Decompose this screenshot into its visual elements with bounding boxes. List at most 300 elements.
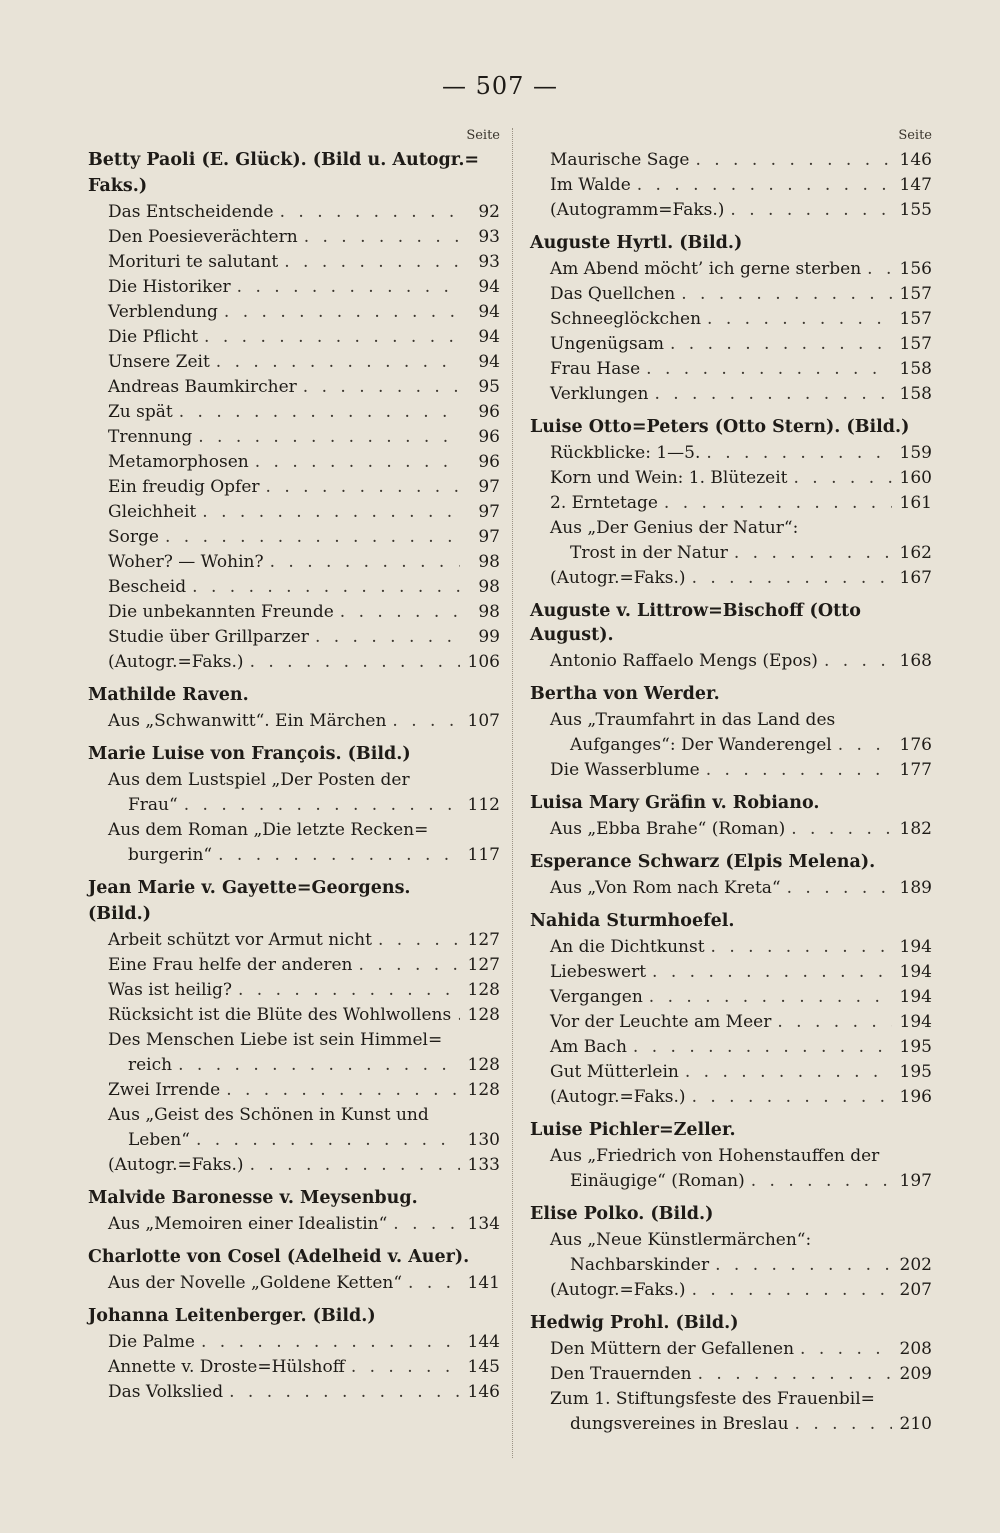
dot-leader: [681, 282, 892, 307]
dot-leader: [685, 1060, 892, 1085]
toc-entry: [530, 357, 932, 382]
dot-leader: [359, 953, 460, 978]
dot-leader: [218, 843, 460, 868]
toc-entry-title: (Autogr.=Faks.): [550, 1087, 686, 1107]
toc-entry-page: 128: [467, 1005, 500, 1025]
toc-entry: [88, 400, 500, 425]
toc-entry-title: Die Pflicht: [108, 327, 199, 347]
dot-leader: [652, 960, 892, 985]
toc-entry: [530, 1010, 932, 1035]
toc-entry: [88, 793, 500, 818]
toc-entry-title: Im Walde: [550, 175, 631, 195]
dot-leader: [192, 575, 460, 600]
toc-entry-line: Aus „Geist des Schönen in Kunst und: [108, 1105, 429, 1125]
toc-entry: [88, 953, 500, 978]
toc-entry: [88, 928, 500, 953]
toc-entry: [88, 250, 500, 275]
toc-entry-page: 158: [899, 359, 932, 379]
author-heading: Esperance Schwarz (Elpis Melena).: [530, 852, 876, 872]
toc-entry-title: Verblendung: [108, 302, 218, 322]
toc-entry-page: 107: [467, 711, 500, 731]
toc-entry-title: Was ist heilig?: [108, 980, 232, 1000]
toc-entry: [88, 1128, 500, 1153]
dot-leader: [695, 148, 892, 173]
toc-entry-line: Aus „Traumfahrt in das Land des: [550, 710, 836, 730]
toc-entry-title: Die Historiker: [108, 277, 231, 297]
toc-entry: [530, 758, 932, 783]
toc-entry: [88, 500, 500, 525]
toc-entry-title: Andreas Baumkircher: [108, 377, 297, 397]
toc-entry: [530, 307, 932, 332]
toc-entry-title: reich: [128, 1055, 173, 1075]
toc-entry: [88, 600, 500, 625]
toc-entry-page: 194: [899, 962, 932, 982]
dot-leader: [224, 300, 460, 325]
toc-entry: [530, 1362, 932, 1387]
toc-entry: [530, 148, 932, 173]
toc-entry-page: 112: [467, 795, 500, 815]
toc-entry-title: Aus „Schwanwitt“. Ein Märchen: [108, 711, 387, 731]
author-heading: Luisa Mary Gräfin v. Robiano.: [530, 793, 820, 813]
toc-entry-title: Schneeglöckchen: [550, 309, 702, 329]
toc-entry-page: 98: [478, 577, 500, 597]
toc-entry-page: 161: [899, 493, 932, 513]
toc-entry-title: Metamorphosen: [108, 452, 249, 472]
dot-leader: [378, 928, 460, 953]
toc-entry: [88, 1271, 500, 1296]
toc-entry-title: (Autogr.=Faks.): [108, 1155, 244, 1175]
toc-entry-title: Die Palme: [108, 1332, 195, 1352]
toc-entry-page: 97: [478, 527, 500, 547]
toc-entry-title: Unsere Zeit: [108, 352, 210, 372]
toc-entry-page: 209: [899, 1364, 932, 1384]
toc-entry-page: 147: [899, 175, 932, 195]
toc-entry-page: 94: [478, 302, 500, 322]
toc-entry-page: 97: [478, 477, 500, 497]
toc-entry: [530, 733, 932, 758]
author-heading: Hedwig Prohl. (Bild.): [530, 1313, 739, 1333]
toc-entry-page: 94: [478, 327, 500, 347]
toc-entry-page: 127: [467, 930, 500, 950]
toc-entry-line: Zum 1. Stiftungsfeste des Frauenbil=: [550, 1389, 875, 1409]
toc-entry-title: Nachbarskinder: [570, 1255, 710, 1275]
toc-entry-title: Sorge: [108, 527, 159, 547]
dot-leader: [340, 600, 460, 625]
toc-entry-line: Aus „Friedrich von Hohenstauffen der: [550, 1146, 880, 1166]
dot-leader: [165, 525, 460, 550]
dot-leader: [304, 225, 460, 250]
toc-entry: [88, 200, 500, 225]
toc-entry-title: 2. Erntetage: [550, 493, 658, 513]
toc-entry-page: 189: [899, 878, 932, 898]
author-heading-continued: Faks.): [88, 176, 148, 196]
author-heading: Auguste v. Littrow=Bischoff (Otto August).: [530, 601, 861, 645]
toc-entry: [88, 1053, 500, 1078]
toc-entry-title: Zwei Irrende: [108, 1080, 221, 1100]
dot-leader: [284, 250, 460, 275]
toc-entry: [530, 541, 932, 566]
dot-leader: [280, 200, 460, 225]
toc-entry: [530, 466, 932, 491]
toc-entry-title: Antonio Raffaelo Mengs (Epos): [550, 651, 818, 671]
toc-entry-page: 92: [478, 202, 500, 222]
dot-leader: [838, 733, 892, 758]
toc-entry-page: 182: [899, 819, 932, 839]
toc-entry-title: Arbeit schützt vor Armut nicht: [108, 930, 372, 950]
dot-leader: [706, 758, 892, 783]
dot-leader: [238, 978, 460, 1003]
toc-entry-page: 146: [899, 150, 932, 170]
toc-entry-title: Vor der Leuchte am Meer: [550, 1012, 772, 1032]
toc-entry-line: Des Menschen Liebe ist sein Himmel=: [108, 1030, 443, 1050]
dot-leader: [237, 275, 460, 300]
dot-leader: [226, 1078, 460, 1103]
toc-entry-line: Aus „Der Genius der Natur“:: [550, 518, 799, 538]
author-heading-continued: (Bild.): [88, 904, 151, 924]
author-heading: Johanna Leitenberger. (Bild.): [88, 1306, 376, 1326]
toc-entry-page: 197: [899, 1171, 932, 1191]
toc-entry-page: 130: [467, 1130, 500, 1150]
toc-entry-title: Rückblicke: 1—5.: [550, 443, 701, 463]
toc-entry-title: Ungenügsam: [550, 334, 664, 354]
author-heading: Nahida Sturmhoefel.: [530, 911, 735, 931]
toc-entry: [88, 1078, 500, 1103]
dot-leader: [706, 441, 892, 466]
toc-entry-title: Bescheid: [108, 577, 187, 597]
toc-entry-title: (Autogr.=Faks.): [550, 1280, 686, 1300]
toc-entry-title: Trost in der Natur: [570, 543, 728, 563]
toc-entry-title: Gut Mütterlein: [550, 1062, 679, 1082]
toc-entry-title: (Autogramm=Faks.): [550, 200, 725, 220]
toc-entry-title: Einäugige“ (Roman): [570, 1171, 745, 1191]
author-heading: Luise Pichler=Zeller.: [530, 1120, 736, 1140]
toc-entry-title: (Autogr.=Faks.): [550, 568, 686, 588]
toc-entry-title: Das Quellchen: [550, 284, 676, 304]
dot-leader: [787, 876, 892, 901]
dot-leader: [711, 935, 892, 960]
toc-entry-page: 93: [478, 252, 500, 272]
toc-entry: [88, 425, 500, 450]
toc-entry-page: 159: [899, 443, 932, 463]
dot-leader: [392, 709, 460, 734]
toc-entry-page: 176: [899, 735, 932, 755]
toc-entry-page: 158: [899, 384, 932, 404]
dot-leader: [633, 1035, 892, 1060]
dot-leader: [393, 1212, 460, 1237]
toc-entry-page: 93: [478, 227, 500, 247]
toc-entry-title: Rücksicht ist die Blüte des Wohlwollens: [108, 1005, 452, 1025]
toc-entry-page: 94: [478, 277, 500, 297]
dot-leader: [751, 1169, 892, 1194]
toc-entry-page: 145: [467, 1357, 500, 1377]
author-heading: Mathilde Raven.: [88, 685, 249, 705]
toc-entry-title: Am Abend möcht’ ich gerne sterben: [550, 259, 862, 279]
dot-leader: [646, 357, 892, 382]
toc-entry-page: 95: [478, 377, 500, 397]
toc-entry-page: 127: [467, 955, 500, 975]
toc-entry: [530, 1278, 932, 1303]
toc-entry: [530, 1412, 932, 1437]
toc-entry-page: 98: [478, 602, 500, 622]
toc-entry: [88, 475, 500, 500]
toc-entry-page: 202: [899, 1255, 932, 1275]
toc-entry-title: Die Wasserblume: [550, 760, 700, 780]
toc-entry-page: 141: [467, 1273, 500, 1293]
dot-leader: [196, 1128, 460, 1153]
dot-leader: [692, 1278, 892, 1303]
author-heading: Luise Otto=Peters (Otto Stern). (Bild.): [530, 417, 910, 437]
dot-leader: [457, 1003, 460, 1028]
author-heading: Auguste Hyrtl. (Bild.): [530, 233, 743, 253]
dot-leader: [800, 1337, 892, 1362]
toc-entry: [530, 332, 932, 357]
dot-leader: [204, 325, 460, 350]
toc-entry-page: 98: [478, 552, 500, 572]
dot-leader: [707, 307, 892, 332]
dot-leader: [730, 198, 892, 223]
dot-leader: [303, 375, 460, 400]
toc-entry: [88, 625, 500, 650]
author-heading: Jean Marie v. Gayette=Georgens.: [88, 878, 411, 898]
dot-leader: [266, 475, 460, 500]
toc-entry-page: 167: [899, 568, 932, 588]
toc-entry-page: 160: [899, 468, 932, 488]
toc-entry-page: 128: [467, 1080, 500, 1100]
toc-entry-title: Aus „Ebba Brahe“ (Roman): [550, 819, 786, 839]
toc-entry: [530, 491, 932, 516]
toc-entry: [530, 817, 932, 842]
toc-entry-page: 168: [899, 651, 932, 671]
dot-leader: [654, 382, 892, 407]
toc-entry-page: 157: [899, 284, 932, 304]
dot-leader: [250, 1153, 460, 1178]
dot-leader: [179, 400, 460, 425]
toc-entry: [530, 1337, 932, 1362]
toc-entry-title: Frau Hase: [550, 359, 641, 379]
toc-entry: [88, 843, 500, 868]
toc-entry-title: Verklungen: [550, 384, 649, 404]
dot-leader: [795, 1412, 892, 1437]
dot-leader: [777, 1010, 892, 1035]
toc-entry-page: 144: [467, 1332, 500, 1352]
dot-leader: [670, 332, 892, 357]
toc-entry-title: Frau“: [128, 795, 178, 815]
toc-entry-title: Vergangen: [550, 987, 643, 1007]
toc-entry: [88, 1212, 500, 1237]
toc-entry: [88, 709, 500, 734]
toc-entry-title: Studie über Grillparzer: [108, 627, 309, 647]
toc-entry-title: Zu spät: [108, 402, 173, 422]
column-divider: [512, 128, 519, 1458]
toc-entry: [88, 525, 500, 550]
toc-entry-page: 210: [899, 1414, 932, 1434]
author-heading: Bertha von Werder.: [530, 684, 720, 704]
toc-entry-title: Aufganges“: Der Wanderengel: [570, 735, 832, 755]
toc-entry: [530, 173, 932, 198]
toc-entry: [530, 649, 932, 674]
toc-entry-page: 194: [899, 937, 932, 957]
toc-entry-page: 208: [899, 1339, 932, 1359]
dot-leader: [250, 650, 460, 675]
toc-entry-page: 134: [467, 1214, 500, 1234]
toc-entry-page: 194: [899, 987, 932, 1007]
dot-leader: [198, 425, 460, 450]
dot-leader: [270, 550, 460, 575]
toc-entry-title: Aus „Von Rom nach Kreta“: [550, 878, 781, 898]
toc-entry-page: 195: [899, 1037, 932, 1057]
toc-entry-page: 177: [899, 760, 932, 780]
toc-entry-page: 195: [899, 1062, 932, 1082]
author-heading: Marie Luise von François. (Bild.): [88, 744, 411, 764]
author-heading: Malvide Baronesse v. Meysenbug.: [88, 1188, 418, 1208]
toc-entry-page: 96: [478, 402, 500, 422]
toc-entry-title: Woher? — Wohin?: [108, 552, 264, 572]
toc-entry-title: Am Bach: [550, 1037, 627, 1057]
toc-entry: [88, 550, 500, 575]
toc-entry: [88, 1355, 500, 1380]
page-number: — 507 —: [441, 72, 559, 100]
toc-entry-line: Aus dem Roman „Die letzte Recken=: [108, 820, 429, 840]
toc-entry: [88, 450, 500, 475]
toc-entry-line: Aus dem Lustspiel „Der Posten der: [108, 770, 410, 790]
author-heading: Betty Paoli (E. Glück). (Bild u. Autogr.=: [88, 150, 480, 170]
dot-leader: [229, 1380, 460, 1405]
toc-entry-page: 117: [467, 845, 500, 865]
toc-entry: [88, 1153, 500, 1178]
dot-leader: [824, 649, 892, 674]
dot-leader: [734, 541, 892, 566]
toc-entry-title: Den Müttern der Gefallenen: [550, 1339, 795, 1359]
toc-entry: [530, 960, 932, 985]
toc-entry-page: 94: [478, 352, 500, 372]
toc-entry: [530, 1035, 932, 1060]
dot-leader: [692, 566, 892, 591]
dot-leader: [637, 173, 892, 198]
toc-entry-page: 194: [899, 1012, 932, 1032]
toc-entry: [88, 300, 500, 325]
toc-entry-page: 106: [467, 652, 500, 672]
toc-entry: [530, 1085, 932, 1110]
toc-entry-line: Aus „Neue Künstlermärchen“:: [550, 1230, 812, 1250]
toc-entry-title: burgerin“: [128, 845, 213, 865]
toc-entry-title: Den Trauernden: [550, 1364, 692, 1384]
toc-entry: [530, 985, 932, 1010]
toc-entry-title: Trennung: [108, 427, 193, 447]
toc-entry-title: Gleichheit: [108, 502, 197, 522]
toc-entry: [530, 282, 932, 307]
dot-leader: [408, 1271, 460, 1296]
toc-entry-title: Das Entscheidende: [108, 202, 274, 222]
toc-entry-page: 96: [478, 427, 500, 447]
dot-leader: [202, 500, 460, 525]
seite-label: Seite: [898, 128, 932, 143]
toc-entry: [88, 650, 500, 675]
toc-entry-title: Maurische Sage: [550, 150, 690, 170]
toc-entry: [88, 1003, 500, 1028]
toc-entry-page: 157: [899, 309, 932, 329]
dot-leader: [351, 1355, 460, 1380]
toc-column-left: [88, 128, 500, 1405]
toc-entry-page: 196: [899, 1087, 932, 1107]
toc-entry-title: Korn und Wein: 1. Blütezeit: [550, 468, 788, 488]
toc-entry: [88, 225, 500, 250]
toc-entry: [530, 382, 932, 407]
toc-entry-page: 128: [467, 980, 500, 1000]
toc-entry: [88, 375, 500, 400]
toc-entry-title: (Autogr.=Faks.): [108, 652, 244, 672]
toc-entry-page: 156: [899, 259, 932, 279]
dot-leader: [184, 793, 460, 818]
toc-entry-page: 99: [478, 627, 500, 647]
dot-leader: [664, 491, 892, 516]
toc-entry-page: 155: [899, 200, 932, 220]
toc-entry: [88, 350, 500, 375]
toc-entry: [530, 1253, 932, 1278]
toc-entry: [88, 1380, 500, 1405]
toc-entry: [88, 575, 500, 600]
toc-entry-title: Das Volkslied: [108, 1382, 224, 1402]
dot-leader: [178, 1053, 460, 1078]
toc-entry-page: 207: [899, 1280, 932, 1300]
toc-entry: [530, 876, 932, 901]
toc-entry: [530, 1169, 932, 1194]
toc-entry-page: 97: [478, 502, 500, 522]
toc-entry-title: Aus „Memoiren einer Idealistin“: [108, 1214, 388, 1234]
dot-leader: [791, 817, 892, 842]
toc-entry: [88, 275, 500, 300]
dot-leader: [867, 257, 892, 282]
toc-column-right: [530, 128, 932, 1437]
dot-leader: [715, 1253, 892, 1278]
dot-leader: [216, 350, 460, 375]
toc-entry: [530, 198, 932, 223]
toc-entry-title: Annette v. Droste=Hülshoff: [108, 1357, 345, 1377]
toc-entry-title: Ein freudig Opfer: [108, 477, 260, 497]
toc-entry-page: 146: [467, 1382, 500, 1402]
toc-entry: [88, 1330, 500, 1355]
toc-entry: [530, 1060, 932, 1085]
toc-entry-title: Liebeswert: [550, 962, 647, 982]
toc-entry-title: An die Dichtkunst: [550, 937, 705, 957]
author-heading: Charlotte von Cosel (Adelheid v. Auer).: [88, 1247, 470, 1267]
toc-entry-page: 96: [478, 452, 500, 472]
dot-leader: [649, 985, 892, 1010]
toc-entry-page: 157: [899, 334, 932, 354]
toc-entry-title: Aus der Novelle „Goldene Ketten“: [108, 1273, 403, 1293]
seite-label: Seite: [466, 128, 500, 143]
toc-entry-page: 162: [899, 543, 932, 563]
toc-entry: [530, 257, 932, 282]
dot-leader: [794, 466, 893, 491]
toc-entry: [530, 935, 932, 960]
dot-leader: [698, 1362, 892, 1387]
dot-leader: [201, 1330, 460, 1355]
dot-leader: [692, 1085, 892, 1110]
toc-entry: [530, 441, 932, 466]
toc-entry-title: Morituri te salutant: [108, 252, 279, 272]
toc-entry: [530, 566, 932, 591]
toc-entry-page: 133: [467, 1155, 500, 1175]
toc-entry-title: Den Poesieverächtern: [108, 227, 298, 247]
dot-leader: [255, 450, 460, 475]
author-heading: Elise Polko. (Bild.): [530, 1204, 714, 1224]
toc-entry: [88, 978, 500, 1003]
toc-entry-title: dungsvereines in Breslau: [570, 1414, 789, 1434]
toc-entry-title: Eine Frau helfe der anderen: [108, 955, 353, 975]
toc-entry: [88, 325, 500, 350]
dot-leader: [315, 625, 460, 650]
toc-entry-page: 128: [467, 1055, 500, 1075]
